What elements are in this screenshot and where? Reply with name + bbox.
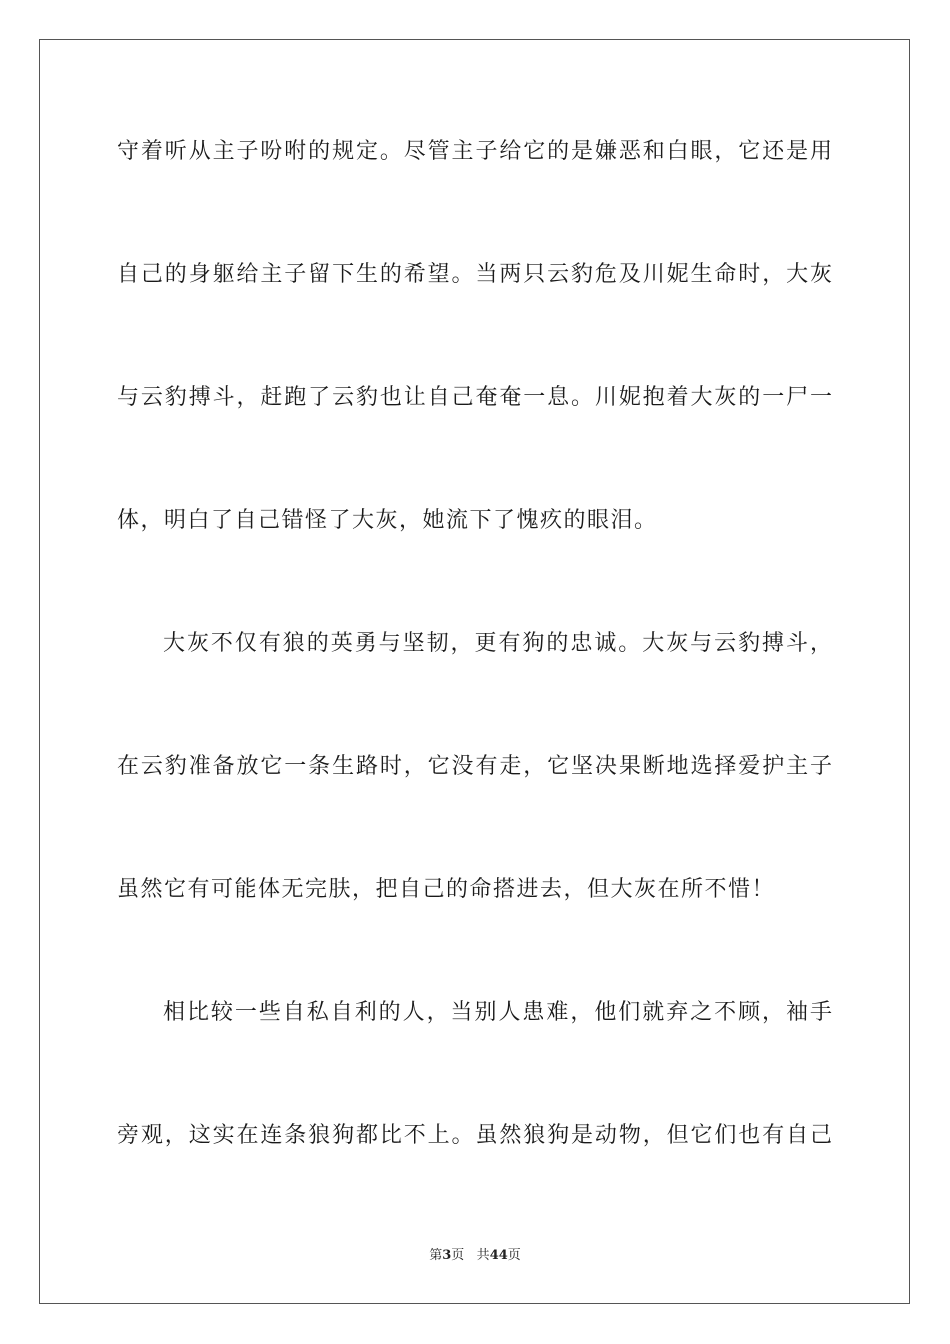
page-footer [0,1247,950,1265]
body-text-line-1: 守着听从主子吩咐的规定。尽管主子给它的是嫌恶和白眼，它还是用 [117,139,832,164]
body-text-line-9: 旁观，这实在连条狼狗都比不上。虽然狼狗是动物，但它们也有自己 [117,1123,832,1148]
body-text-line-7: 虽然它有可能体无完肤，把自己的命搭进去，但大灰在所不惜！ [117,877,776,902]
body-text-line-4: 体，明白了自己错怪了大灰，她流下了愧疚的眼泪。 [117,508,658,533]
page-border [39,39,910,1304]
body-text-line-3: 与云豹搏斗，赶跑了云豹也让自己奄奄一息。川妮抱着大灰的一尸一 [117,385,832,410]
total-label-prefix: 共 [476,1248,490,1263]
body-text-line-5: 大灰不仅有狼的英勇与坚韧，更有狗的忠诚。大灰与云豹搏斗， [163,631,832,656]
total-label-suffix: 页 [507,1248,521,1263]
page-number: 3 [442,1248,452,1263]
body-text-line-2: 自己的身躯给主子留下生的希望。当两只云豹危及川妮生命时，大灰 [117,262,832,287]
total-pages: 44 [489,1248,508,1263]
body-text-line-8: 相比较一些自私自利的人，当别人患难，他们就弃之不顾，袖手 [163,1000,832,1025]
page-label-suffix: 页 [451,1248,465,1263]
body-text-line-6: 在云豹准备放它一条生路时，它没有走，它坚决果断地选择爱护主子 [117,754,832,779]
page-label-prefix: 第 [429,1248,443,1263]
